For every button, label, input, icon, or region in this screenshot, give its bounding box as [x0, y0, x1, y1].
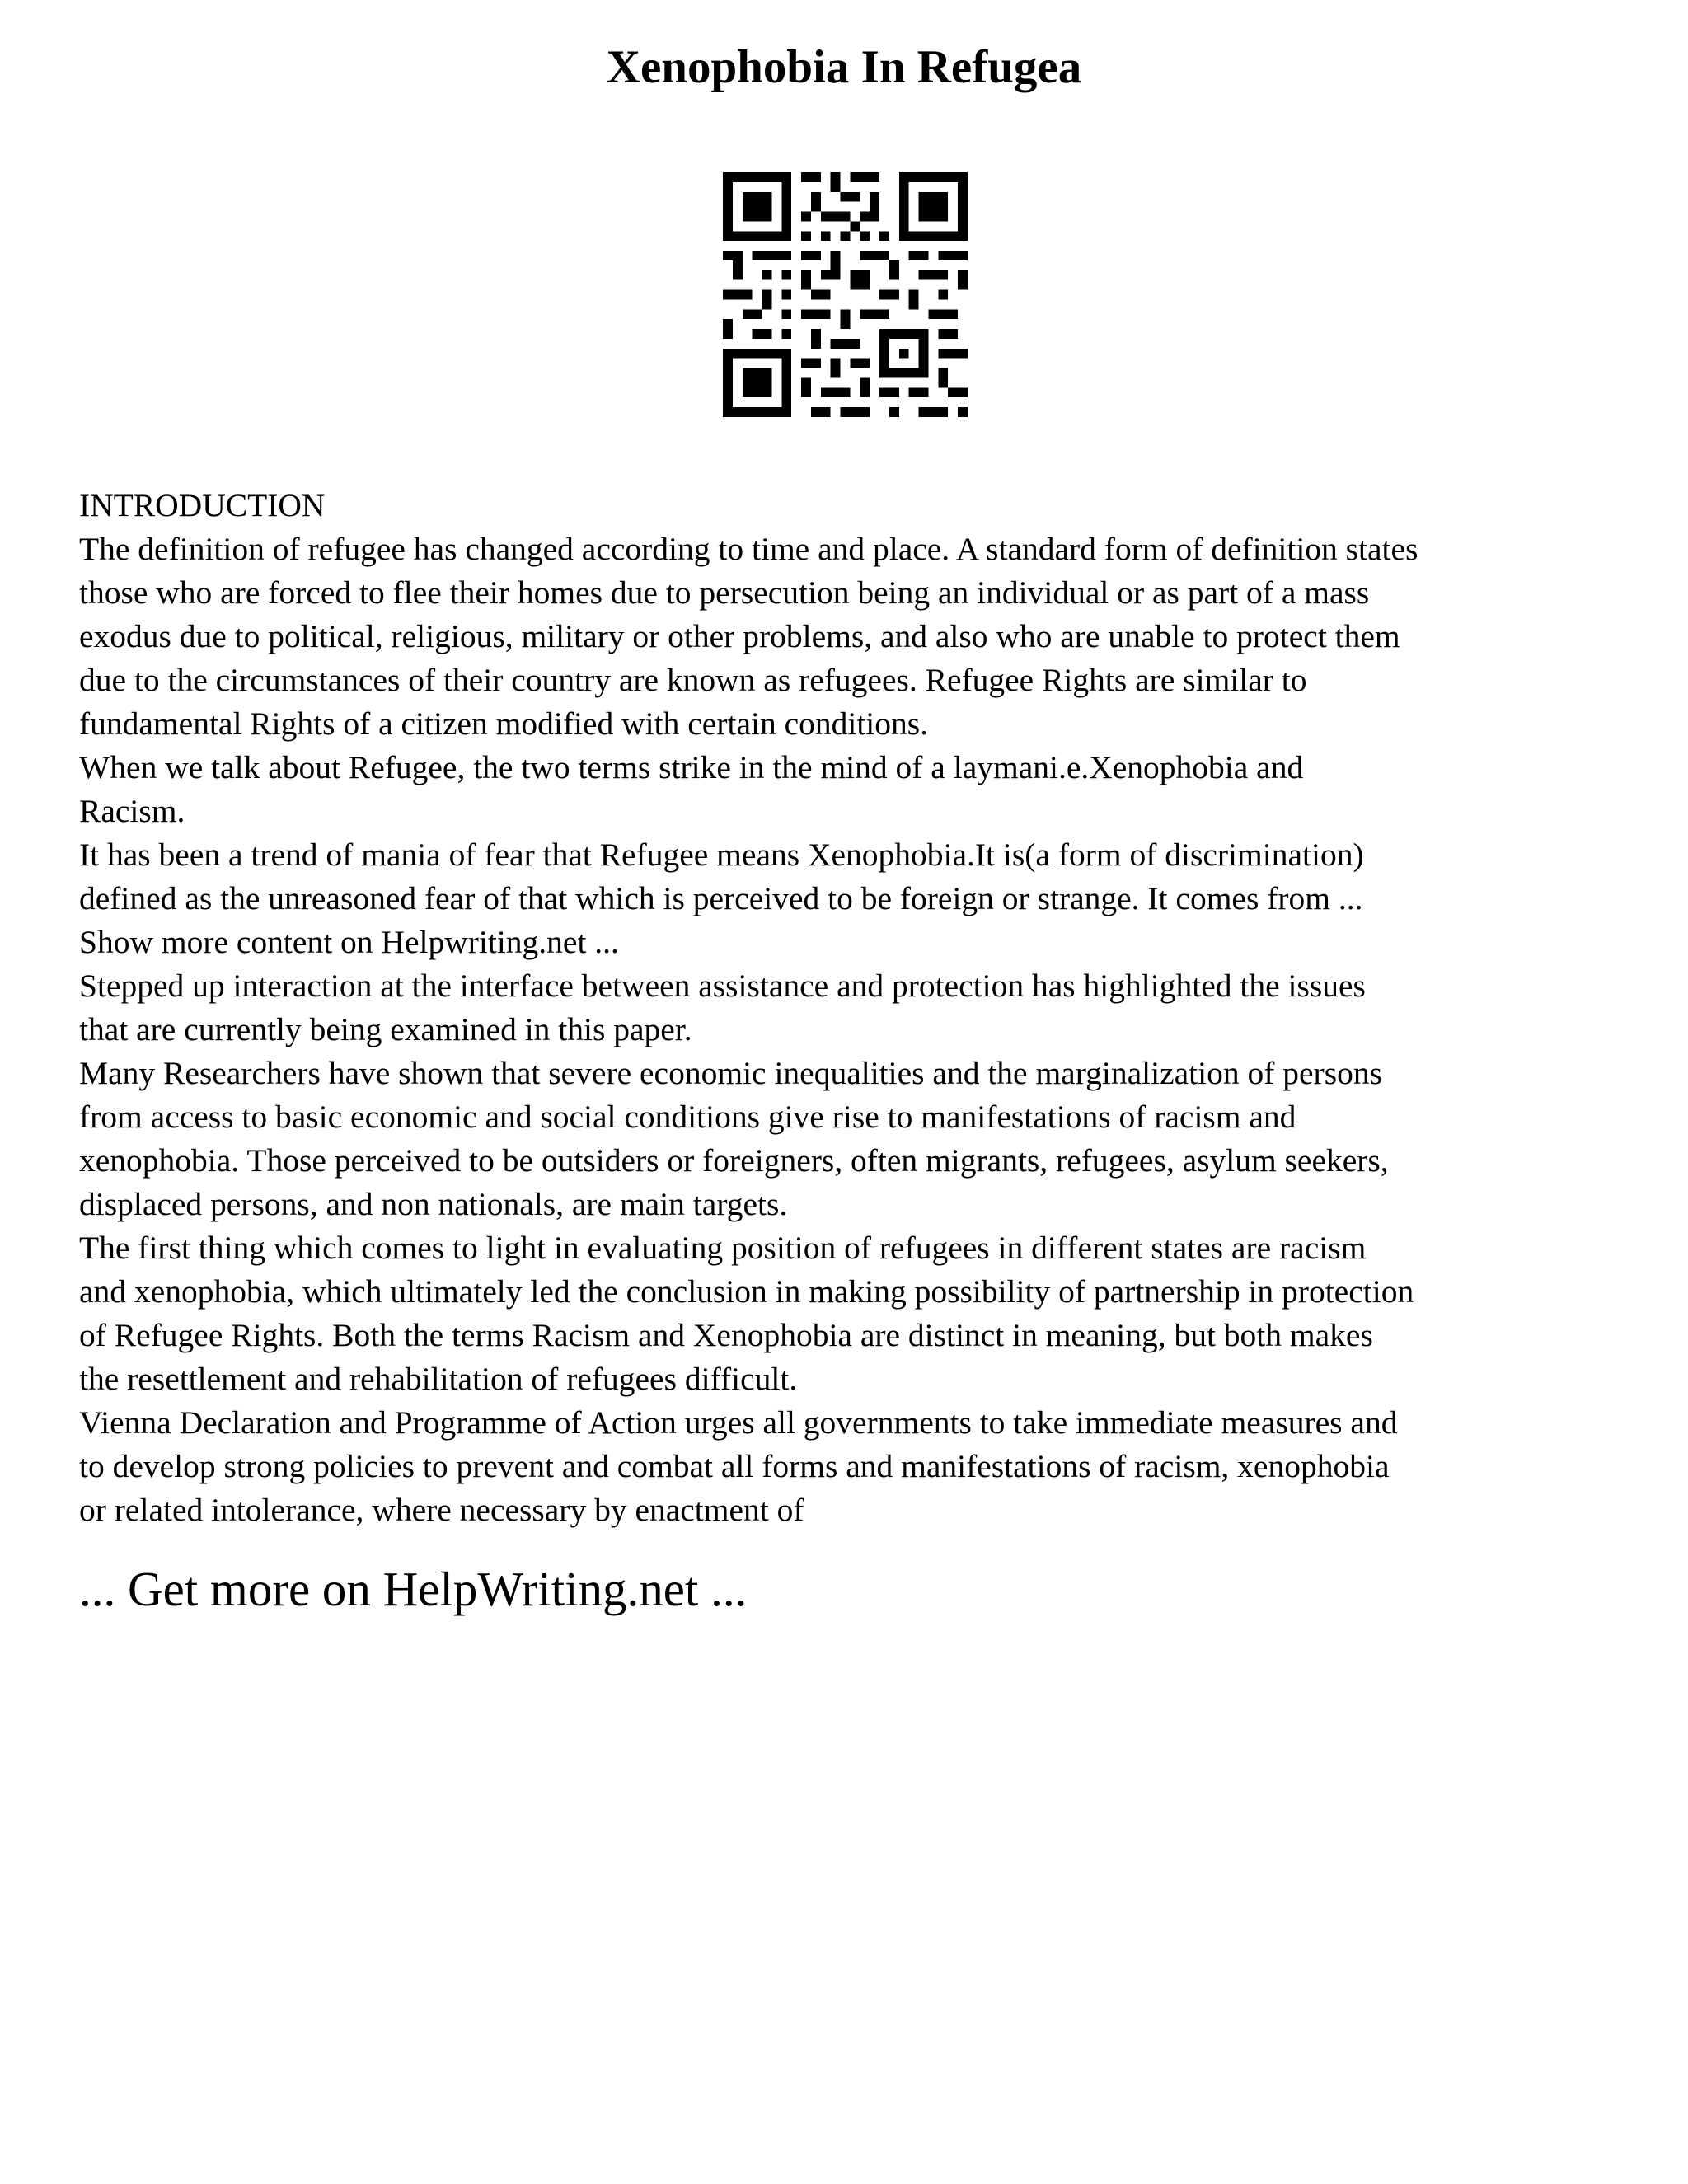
text-line: The definition of refugee has changed according to time and place. A standard form of definition states: [79, 531, 1418, 567]
text-line: Many Researchers have shown that severe economic inequalities and the marginalization of persons: [79, 1055, 1382, 1091]
text-line: exodus due to political, religious, military or other problems, and also who are unable to protect them: [79, 618, 1400, 654]
qr-code-icon: [723, 172, 968, 417]
text-line: the resettlement and rehabilitation of refugees difficult.: [79, 1361, 798, 1397]
text-line: Stepped up interaction at the interface between assistance and protection has highlighted the issues: [79, 968, 1366, 1004]
text-line: displaced persons, and non nationals, are main targets.: [79, 1186, 788, 1222]
text-line: It has been a trend of mania of fear that Refugee means Xenophobia.It is(a form of discrimination): [79, 837, 1364, 873]
show-more-line: Show more content on Helpwriting.net ...: [79, 924, 619, 960]
text-line: defined as the unreasoned fear of that which is perceived to be foreign or strange. It comes from ...: [79, 880, 1363, 916]
text-line: of Refugee Rights. Both the terms Racism and Xenophobia are distinct in meaning, but both makes: [79, 1317, 1373, 1353]
text-line: When we talk about Refugee, the two terms strike in the mind of a laymani.e.Xenophobia and: [79, 749, 1304, 785]
text-line: Racism.: [79, 793, 185, 829]
text-line: those who are forced to flee their homes due to persecution being an individual or as part of a mass: [79, 574, 1370, 611]
text-line: that are currently being examined in this paper.: [79, 1011, 692, 1047]
get-more-link[interactable]: ... Get more on HelpWriting.net ...: [79, 1562, 748, 1616]
text-line: and xenophobia, which ultimately led the conclusion in making possibility of partnership in protection: [79, 1273, 1414, 1310]
text-line: The first thing which comes to light in evaluating position of refugees in different states are racism: [79, 1230, 1367, 1266]
text-line: or related intolerance, where necessary by enactment of: [79, 1492, 804, 1528]
section-heading: INTRODUCTION: [79, 487, 326, 523]
text-line: Vienna Declaration and Programme of Action urges all governments to take immediate measures and: [79, 1404, 1398, 1441]
text-line: from access to basic economic and social conditions give rise to manifestations of racism and: [79, 1099, 1296, 1135]
text-line: xenophobia. Those perceived to be outsiders or foreigners, often migrants, refugees, asylum seekers,: [79, 1142, 1389, 1179]
text-line: to develop strong policies to prevent and combat all forms and manifestations of racism, xenophobia: [79, 1448, 1390, 1484]
text-line: due to the circumstances of their country are known as refugees. Refugee Rights are similar to: [79, 662, 1307, 698]
body-text: [79, 484, 1645, 1532]
page-title: Xenophobia In Refugea: [606, 41, 1082, 93]
text-line: fundamental Rights of a citizen modified with certain conditions.: [79, 705, 929, 742]
